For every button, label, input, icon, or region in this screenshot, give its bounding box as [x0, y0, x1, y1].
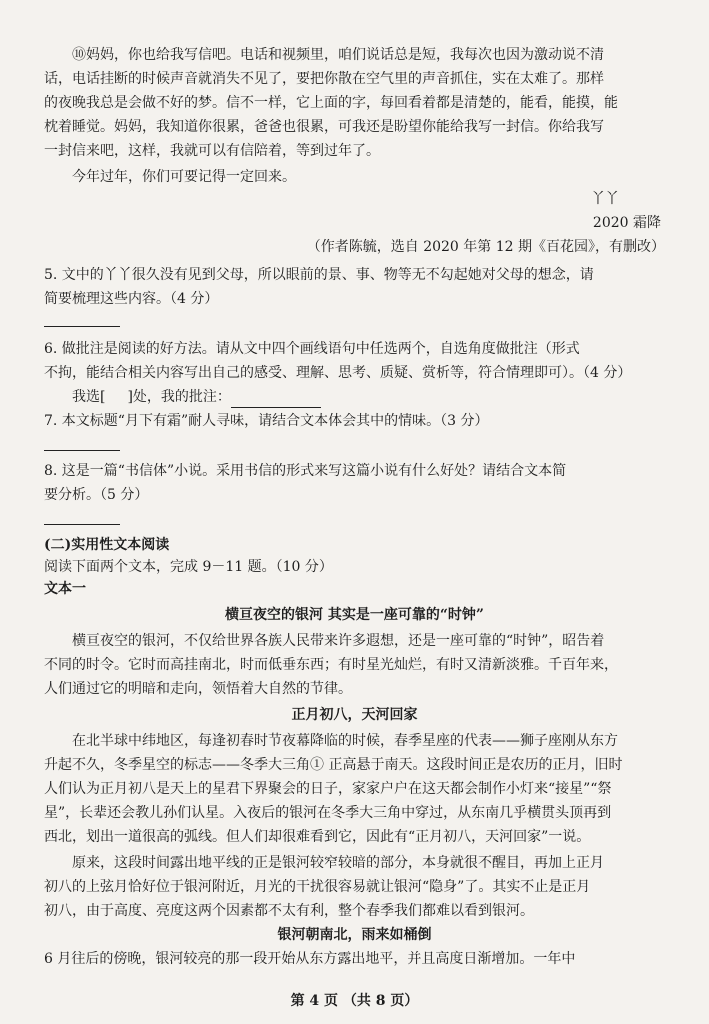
answer-line-7 [44, 436, 665, 458]
sub1-p2-line-2: 初八的上弦月恰好位于银河附近，月光的干扰很容易就让银河“隐身”了。其实不止是正月 [44, 879, 591, 895]
answer-mid: ]处，我的批注： [127, 389, 231, 405]
sub1-p2-line-1: 原来，这段时间露出地平线的正是银河较窄较暗的部分，本身就很不醒目，再加上正月 [72, 855, 604, 871]
answer-blank [44, 325, 120, 327]
letter-closing: 今年过年，你们可要记得一定回来。 [72, 169, 296, 185]
article-title: 横亘夜空的银河 其实是一座可靠的“时钟” [225, 607, 484, 623]
sub2-p1-line-1: 6 月往后的傍晚，银河较亮的那一段开始从东方露出地平，并且高度日渐增加。一年中 [44, 951, 576, 967]
answer-blank [44, 449, 120, 451]
question-8-line-2: 要分析。（5 分） [44, 487, 149, 503]
intro-line-3: 人们通过它的明暗和走向，领悟着大自然的节律。 [44, 681, 352, 697]
question-7: 7. 本文标题“月下有霜”耐人寻味，请结合文本体会其中的情味。（3 分） [44, 413, 489, 429]
letter-p10-line-1: ⑩妈妈，你也给我写信吧。电话和视频里，咱们说话总是短，我每次也因为激动说不清 [72, 47, 604, 63]
letter-date: 2020 霜降 [592, 215, 661, 231]
answer-prefix: 我选[ [72, 389, 106, 405]
question-5-line-1: 5. 文中的丫丫很久没有见到父母，所以眼前的景、事、物等无不勾起她对父母的想念，请 [44, 267, 594, 283]
intro-line-2: 不同的时令。它时而高挂南北，时而低垂东西；有时星光灿烂，有时又清新淡雅。千百年来， [44, 657, 618, 673]
section-2-instruction: 阅读下面两个文本，完成 9－11 题。（10 分） [44, 559, 333, 575]
letter-p10-line-4: 枕着睡觉。妈妈，我知道你很累，爸爸也很累，可我还是盼望你能给我写一封信。你给我写 [44, 119, 604, 135]
answer-blank [44, 523, 120, 525]
subheading-1: 正月初八，天河回家 [291, 707, 418, 723]
subheading-2: 银河朝南北，雨来如桶倒 [277, 927, 432, 943]
answer-blank [231, 393, 321, 408]
source-note: （作者陈毓，选自 2020 年第 12 期《百花园》，有删改） [306, 239, 665, 255]
sub1-p1-line-3: 人们认为正月初八是天上的星君下界聚会的日子，家家户户在这天都会制作小灯来“接星”“祭 [44, 781, 612, 797]
question-6-answer [44, 386, 665, 408]
question-8-line-1: 8. 这是一篇“书信体”小说。采用书信的形式来写这篇小说有什么好处？请结合文本简 [44, 463, 567, 479]
letter-p10-line-3: 的夜晚我总是会做不好的梦。信不一样，它上面的字，每回看着都是清楚的，能看，能摸，能 [44, 95, 618, 111]
sub1-p1-line-5: 西北，划出一道很高的弧线。但人们却很难看到它，因此有“正月初八，天河回家”一说。 [44, 829, 591, 845]
sub1-p1-line-4: 星”，长辈还会教儿孙们认星。入夜后的银河在冬季大三角中穿过，从东南几乎横贯头顶再到 [44, 805, 612, 821]
section-2-heading: (二)实用性文本阅读 [44, 537, 170, 553]
answer-line-8 [44, 510, 665, 532]
sub1-p2-line-3: 初八，由于高度、亮度这两个因素都不太有利，整个春季我们都难以看到银河。 [44, 903, 534, 919]
question-5-line-2: 简要梳理这些内容。（4 分） [44, 291, 219, 307]
letter-p10-line-2: 话，电话挂断的时候声音就消失不见了，要把你散在空气里的声音抓住，实在太难了。那样 [44, 71, 604, 87]
letter-signature: 丫丫 [591, 191, 619, 207]
sub1-p1-line-2: 升起不久，冬季星空的标志——冬季大三角① 正高悬于南天。这段时间正是农历的正月，旧时 [44, 757, 623, 773]
text-1-label: 文本一 [44, 581, 86, 597]
sub1-p1-line-1: 在北半球中纬地区，每逢初春时节夜幕降临的时候，春季星座的代表——狮子座刚从东方 [72, 733, 618, 749]
page-footer: 第 4 页 （共 8 页） [290, 993, 419, 1009]
question-6-line-1: 6. 做批注是阅读的好方法。请从文中四个画线语句中任选两个，自选角度做批注（形式 [44, 341, 580, 357]
answer-line-5 [44, 312, 665, 334]
question-6-line-2: 不拘，能结合相关内容写出自己的感受、理解、思考、质疑、赏析等，符合情理即可）。（4 分） [44, 365, 632, 381]
intro-line-1: 横亘夜空的银河，不仅给世界各族人民带来许多遐想，还是一座可靠的“时钟”，昭告着 [72, 633, 605, 649]
letter-p10-line-5: 一封信来吧，这样，我就可以有信陪着，等到过年了。 [44, 143, 380, 159]
